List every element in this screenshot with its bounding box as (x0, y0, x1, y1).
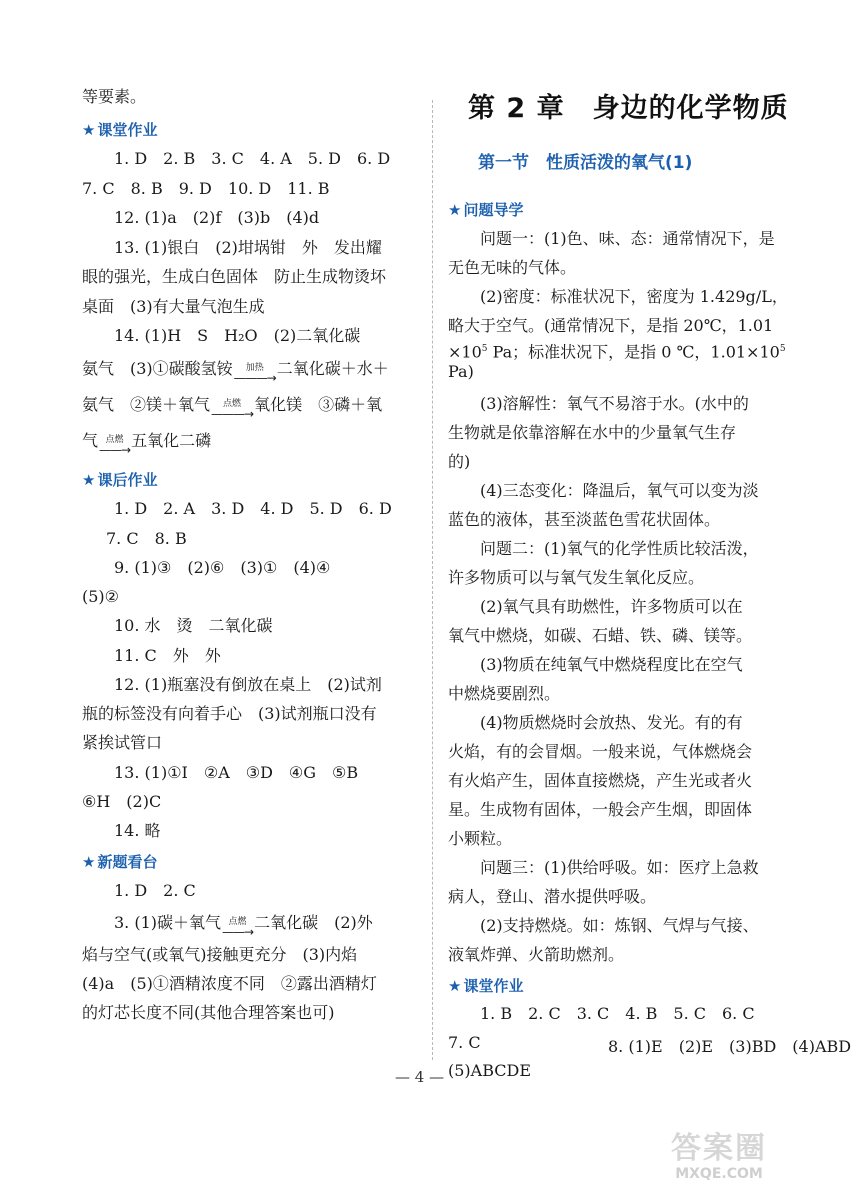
text-line: 生物就是依靠溶解在水中的少量氧气生存 (448, 423, 737, 442)
star-icon: ★ (448, 201, 462, 219)
section-heading-guided-questions: ★ 问题导学 (448, 201, 524, 219)
chapter-title: 第 2 章 身边的化学物质 (468, 93, 789, 124)
text-line: 无色无味的气体。 (448, 258, 577, 277)
column-divider (432, 100, 433, 1060)
text-line: 火焰，有的会冒烟。一般来说，气体燃烧会 (448, 742, 753, 761)
answer-line: 14. 略 (114, 821, 161, 840)
reaction-line: 3. (1)碳＋氧气 点燃 ——→ 二氧化碳 (2)外 (114, 913, 373, 939)
answer-line: 10. 水 烫 二氧化碳 (114, 616, 273, 635)
answer-line: 1. B 2. C 3. C 4. B 5. C 6. C (480, 1004, 755, 1023)
answer-line: 7. C 8. B (106, 529, 187, 548)
answer-line: 紧挨试管口 (82, 733, 163, 752)
text-line: Pa) (448, 362, 474, 381)
star-icon: ★ (82, 121, 96, 139)
star-icon: ★ (82, 853, 96, 871)
reaction-line: 气 点燃 ——→ 五氧化二磷 (82, 431, 212, 457)
answer-line: 13. (1)银白 (2)坩埚钳 外 发出耀 (114, 238, 382, 257)
answer-line: 7. C (448, 1033, 481, 1052)
text-line: (3)溶解性：氧气不易溶于水。(水中的 (480, 394, 749, 413)
watermark-logo: 答案圈 MXQE.COM (671, 1131, 767, 1182)
answer-line: 焰与空气(或氧气)接触更充分 (3)内焰 (82, 945, 358, 964)
answer-line: 1. D 2. A 3. D 4. D 5. D 6. D (114, 499, 392, 518)
reaction-line: 氨气 (3)①碳酸氢铵 加热 ———→ 二氧化碳＋水＋ (82, 359, 389, 385)
text-line: 等要素。 (82, 87, 147, 106)
text-line: 有火焰产生，固体直接燃烧，产生光或者火 (448, 771, 753, 790)
text-line: 许多物质可以与氧气发生氧化反应。 (448, 568, 705, 587)
answer-line: 7. C 8. B 9. D 10. D 11. B (82, 179, 330, 198)
text-line: 星。生成物有固体，一般会产生烟，即固体 (448, 800, 753, 819)
answer-line: 12. (1)a (2)f (3)b (4)d (114, 208, 320, 227)
text-line: (2)支持燃烧。如：炼钢、气焊与气接、 (480, 916, 759, 935)
text-line: 液氧炸弹、火箭助燃剂。 (448, 945, 625, 964)
text-line: 小颗粒。 (448, 829, 513, 848)
answer-line: 1. D 2. C (114, 881, 196, 900)
text-line: 略大于空气。(通常情况下，是指 20℃，1.01 (448, 316, 774, 335)
section-heading-classwork: ★ 课堂作业 (82, 121, 158, 139)
answer-line: 13. (1)①I ②A ③D ④G ⑤B (114, 763, 359, 782)
text-line: 蓝色的液体，甚至淡蓝色雪花状固体。 (448, 510, 721, 529)
text-line: (3)物质在纯氧气中燃烧程度比在空气 (480, 655, 743, 674)
star-icon: ★ (82, 471, 96, 489)
text-line: 中燃烧要剧烈。 (448, 684, 561, 703)
text-line: $\times 10^5$ Pa；标准状况下，是指 0 ℃，$1.01\times 10^5$ (448, 342, 786, 362)
answer-line: 8. (1)E (2)E (3)BD (4)ABD (608, 1037, 851, 1056)
section-heading-new-questions: ★ 新题看台 (82, 853, 158, 871)
text-line: 问题三：(1)供给呼吸。如：医疗上急救 (480, 858, 759, 877)
page-number: — 4 — (395, 1068, 445, 1086)
answer-line: (5)ABCDE (448, 1061, 532, 1080)
text-line: 问题一：(1)色、味、态：通常情况下，是 (480, 229, 775, 248)
section-title: 第一节 性质活泼的氧气(1) (478, 153, 693, 173)
reaction-arrow: 点燃 ———→ (211, 399, 254, 421)
reaction-arrow: 点燃 ——→ (99, 435, 131, 457)
text-line: (4)三态变化：降温后，氧气可以变为淡 (480, 481, 759, 500)
reaction-arrow: 点燃 ——→ (222, 917, 254, 939)
text-line: 的) (448, 452, 471, 471)
answer-line: 12. (1)瓶塞没有倒放在桌上 (2)试剂 (114, 675, 382, 694)
section-heading-classwork: ★ 课堂作业 (448, 977, 524, 995)
section-heading-homework: ★ 课后作业 (82, 471, 158, 489)
answer-line: ⑥H (2)C (82, 792, 162, 811)
text-line: 病人，登山、潜水提供呼吸。 (448, 887, 657, 906)
answer-line: (4)a (5)①酒精浓度不同 ②露出酒精灯 (82, 974, 377, 993)
reaction-arrow: 加热 ———→ (233, 363, 276, 385)
text-line: 氧气中燃烧，如碳、石蜡、铁、磷、镁等。 (448, 626, 753, 645)
answer-line: 瓶的标签没有向着手心 (3)试剂瓶口没有 (82, 704, 377, 723)
answer-line: (5)② (82, 587, 120, 606)
answer-line: 1. D 2. B 3. C 4. A 5. D 6. D (114, 149, 391, 168)
answer-line: 眼的强光，生成白色固体 防止生成物烫坏 (82, 267, 387, 286)
text-line: (2)氧气具有助燃性，许多物质可以在 (480, 597, 743, 616)
answer-line: 9. (1)③ (2)⑥ (3)① (4)④ (114, 558, 331, 577)
reaction-line: 氨气 ②镁＋氧气 点燃 ———→ 氧化镁 ③磷＋氧 (82, 395, 383, 421)
text-line: (2)密度：标准状况下，密度为 1.429g/L， (480, 287, 788, 306)
answer-line: 桌面 (3)有大量气泡生成 (82, 297, 265, 316)
answer-line: 11. C 外 外 (114, 646, 221, 665)
star-icon: ★ (448, 977, 462, 995)
answer-line: 14. (1)H S H₂O (2)二氧化碳 (114, 326, 361, 345)
text-line: (4)物质燃烧时会放热、发光。有的有 (480, 713, 743, 732)
answer-line: 的灯芯长度不同(其他合理答案也可) (82, 1003, 335, 1022)
text-line: 问题二：(1)氧气的化学性质比较活泼， (480, 539, 759, 558)
